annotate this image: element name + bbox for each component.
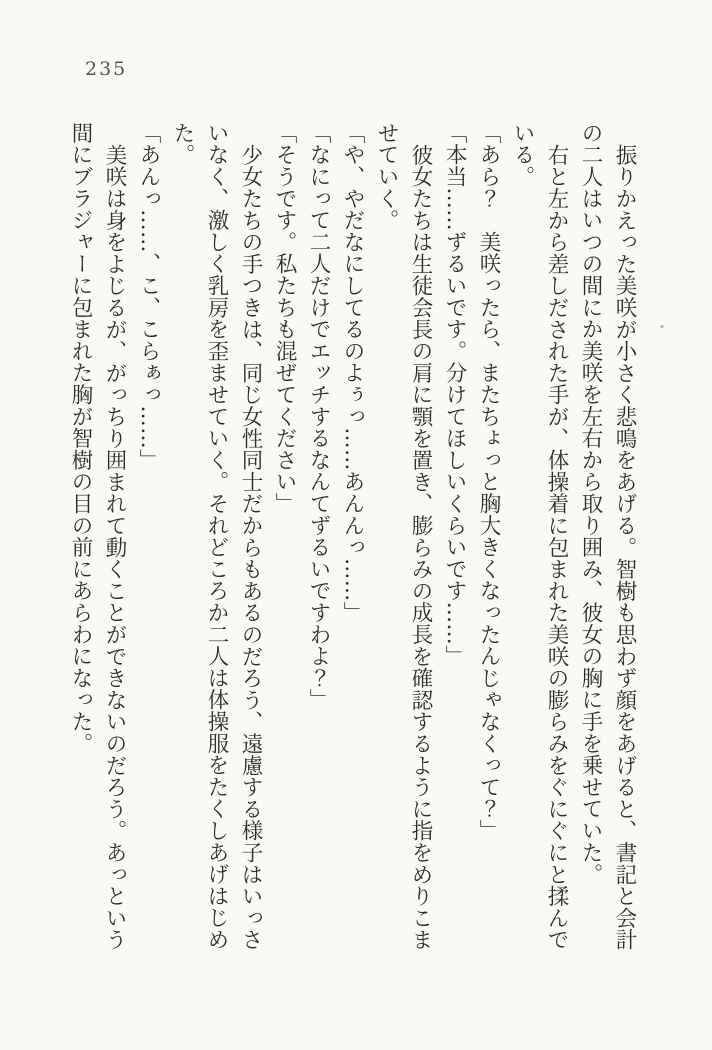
- paragraph-9-narrative: 少女たちの手つきは、同じ女性同士だからもあるのだろう、遠慮する様子はいっさいなく、激しく乳房を歪ませていく。それどころか二人は体操服をたくしあげはじめた。: [170, 122, 263, 951]
- body-text: [63, 122, 641, 952]
- paragraph-6-dialogue: 「や、やだなにしてるのよぅっ……あんんっ……」: [340, 122, 365, 624]
- paragraph-11-narrative: 美咲は身をよじるが、がっちり囲まれて動くことができないのだろう。あっという間にブラジャーに包まれた胸が智樹の目の前にあらわになった。: [68, 122, 127, 951]
- page-number: 235: [85, 58, 128, 80]
- paragraph-1-narrative: 振りかえった美咲が小さく悲鳴をあげる。智樹も思わず顔をあげると、書記と会計の二人はいつの間にか美咲を左右から取り囲み、彼女の胸に手を乗せていた。: [578, 122, 637, 951]
- paragraph-7-dialogue: 「なにって二人だけでエッチするなんてずるいですわよ？」: [306, 122, 331, 711]
- paragraph-8-dialogue: 「そうです。私たちも混ぜてください」: [272, 122, 297, 515]
- paragraph-10-dialogue: 「あんっ……、こ、こらぁっ……」: [136, 122, 161, 471]
- paragraph-2-narrative: 右と左から差しだされた手が、体操着に包まれた美咲の膨らみをぐにぐにと揉んでいる。: [510, 122, 569, 951]
- paragraph-5-narrative: 彼女たちは生徒会長の肩に顎を置き、膨らみの成長を確認するように指をめりこませていく。: [374, 122, 433, 951]
- paragraph-3-dialogue: 「あら？ 美咲ったら、またちょっと胸大きくなったんじゃなくって？」: [476, 122, 501, 842]
- paragraph-4-dialogue: 「本当……ずるいです。分けてほしいくらいです……」: [442, 122, 467, 667]
- dust-speck: [660, 324, 665, 328]
